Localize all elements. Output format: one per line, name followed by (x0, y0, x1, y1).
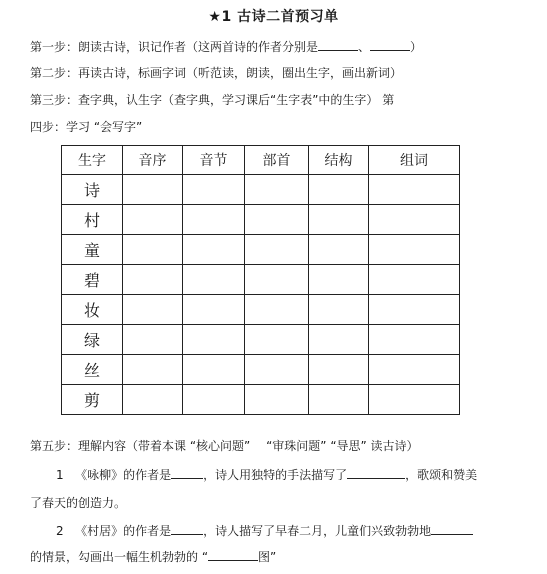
initial-cell[interactable] (123, 325, 183, 355)
question-two-text-b: ，诗人描写了早春二月，儿童们兴致勃勃地 (203, 524, 432, 538)
question-two-line (56, 522, 473, 539)
question-one-continuation: 了春天的创造力。 (30, 496, 127, 510)
question-two-text-d: 图” (258, 550, 277, 564)
activity-answer-blank[interactable] (431, 523, 473, 535)
syllable-cell[interactable] (183, 355, 245, 385)
question-one-number: 1 (56, 468, 64, 482)
initial-cell[interactable] (123, 175, 183, 205)
initial-cell[interactable] (123, 355, 183, 385)
radical-cell[interactable] (245, 295, 309, 325)
question-two-text-a: 《村居》的作者是 (75, 524, 172, 538)
character-cell: 村 (62, 205, 123, 235)
syllable-cell[interactable] (183, 175, 245, 205)
structure-cell[interactable] (309, 355, 369, 385)
structure-cell[interactable] (309, 205, 369, 235)
table-header-row (62, 146, 460, 175)
page-title: ★1 古诗二首预习单 (208, 9, 339, 25)
header-words: 组词 (369, 146, 460, 175)
step-three-line: 第三步：查字典，认生字（查字典，学习课后“生字表”中的生字） 第 (30, 93, 395, 107)
syllable-cell[interactable] (183, 235, 245, 265)
question-one-text-c: ，歌颂和赞美 (405, 468, 478, 482)
question-one-text-a: 《咏柳》的作者是 (75, 468, 172, 482)
step-four-line: 四步：学习 “会写字” (30, 120, 143, 134)
character-cell: 丝 (62, 355, 123, 385)
structure-cell[interactable] (309, 325, 369, 355)
initial-cell[interactable] (123, 265, 183, 295)
words-cell[interactable] (369, 175, 460, 205)
header-initial: 音序 (123, 146, 183, 175)
header-syllable: 音节 (183, 146, 245, 175)
table-row (62, 295, 460, 325)
words-cell[interactable] (369, 235, 460, 265)
words-cell[interactable] (369, 265, 460, 295)
syllable-cell[interactable] (183, 205, 245, 235)
character-cell: 剪 (62, 385, 123, 415)
table-row (62, 265, 460, 295)
step-one-text: 第一步：朗读古诗，识记作者（这两首诗的作者分别是 (30, 40, 319, 54)
words-cell[interactable] (369, 295, 460, 325)
scene-answer-blank[interactable] (208, 549, 258, 561)
question-two-text-c: 的情景，勾画出一幅生机勃勃的 “ (30, 550, 209, 564)
words-cell[interactable] (369, 205, 460, 235)
syllable-cell[interactable] (183, 295, 245, 325)
step-two-line: 第二步：再读古诗，标画字词（听范读，朗读，圈出生字，画出新词） (30, 66, 403, 80)
radical-cell[interactable] (245, 175, 309, 205)
table-row (62, 175, 460, 205)
character-cell: 童 (62, 235, 123, 265)
syllable-cell[interactable] (183, 325, 245, 355)
structure-cell[interactable] (309, 385, 369, 415)
depicted-answer-blank[interactable] (347, 467, 405, 479)
table-row (62, 355, 460, 385)
table-row (62, 385, 460, 415)
structure-cell[interactable] (309, 265, 369, 295)
character-cell: 绿 (62, 325, 123, 355)
author-blank-1[interactable] (318, 39, 358, 51)
question-one-text-b: ，诗人用独特的手法描写了 (203, 468, 348, 482)
radical-cell[interactable] (245, 355, 309, 385)
radical-cell[interactable] (245, 385, 309, 415)
initial-cell[interactable] (123, 385, 183, 415)
character-cell: 妆 (62, 295, 123, 325)
step-five-line: 第五步：理解内容（带着本课 “核心问题” “审珠问题” “导思” 读古诗） (30, 439, 419, 453)
structure-cell[interactable] (309, 175, 369, 205)
author-answer-blank[interactable] (171, 523, 203, 535)
radical-cell[interactable] (245, 265, 309, 295)
radical-cell[interactable] (245, 325, 309, 355)
question-one-line (56, 466, 477, 483)
initial-cell[interactable] (123, 295, 183, 325)
words-cell[interactable] (369, 355, 460, 385)
author-blank-2[interactable] (370, 39, 410, 51)
step-one-line (30, 38, 422, 55)
words-cell[interactable] (369, 325, 460, 355)
syllable-cell[interactable] (183, 385, 245, 415)
table-row (62, 205, 460, 235)
radical-cell[interactable] (245, 205, 309, 235)
character-cell: 诗 (62, 175, 123, 205)
words-cell[interactable] (369, 385, 460, 415)
radical-cell[interactable] (245, 235, 309, 265)
header-character: 生字 (62, 146, 123, 175)
header-structure: 结构 (309, 146, 369, 175)
step-one-close: ） (410, 40, 423, 54)
character-cell: 碧 (62, 265, 123, 295)
vocabulary-table (61, 145, 460, 415)
table-row (62, 325, 460, 355)
question-two-number: 2 (56, 524, 64, 538)
syllable-cell[interactable] (183, 265, 245, 295)
initial-cell[interactable] (123, 235, 183, 265)
header-radical: 部首 (245, 146, 309, 175)
author-answer-blank[interactable] (171, 467, 203, 479)
structure-cell[interactable] (309, 235, 369, 265)
structure-cell[interactable] (309, 295, 369, 325)
table-row (62, 235, 460, 265)
question-two-continuation (30, 548, 276, 565)
initial-cell[interactable] (123, 205, 183, 235)
step-one-separator: 、 (358, 40, 371, 54)
